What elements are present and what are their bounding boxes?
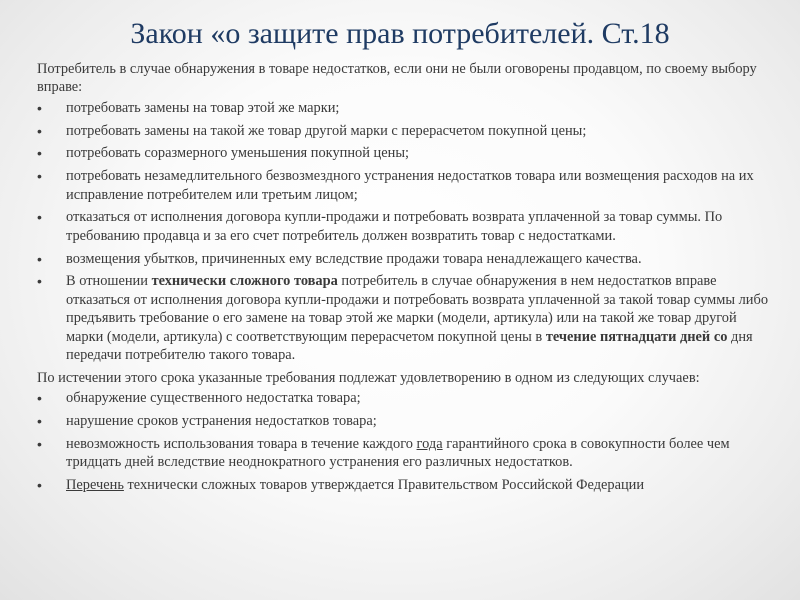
list-item: • обнаружение существенного недостатка товара; — [37, 389, 777, 407]
intro-paragraph: Потребитель в случае обнаружения в товаре недостатков, если они не были оговорены продавцом, по своему выбору вправе: — [37, 61, 757, 96]
slide-title: Закон «о защите прав потребителей. Ст.18 — [130, 17, 670, 50]
list-item: • потребовать замены на такой же товар другой марки с перерасчетом покупной цены; — [37, 122, 777, 140]
fifteen-days-term: течение пятнадцати дней со — [545, 328, 728, 345]
consumer-rights-list — [37, 99, 777, 365]
technical-suffix: дня передачи потребителю такого товара. — [66, 328, 753, 364]
list-item: • потребовать соразмерного уменьшения покупной цены; — [37, 144, 777, 162]
technical-middle: потребитель в случае обнаружения в нем недостатков вправе отказаться от исполнения договора купли-продажи и потребовать возврата уплаченной за такой товар суммы либо предъявить требование о его замене на товар этой же марки (модели, артикула) или на такой же товар другой марки (модели, артикула) с соответствующим перерасчетом покупной цены в — [66, 273, 769, 345]
list-item: • потребовать незамедлительного безвозмездного устранения недостатков товара или возмещения расходов на их исправление потребителем или третьим лицом; — [37, 167, 777, 204]
list-item: • отказаться от исполнения договора купли-продажи и потребовать возврата уплаченной за товар суммы. По требованию продавца и за его счет потребитель должен возвратить товар с недостатками. — [37, 208, 777, 245]
item4-suffix: технически сложных товаров утверждается Правительством Российской Федерации — [123, 477, 645, 494]
technical-goods-term: технически сложного товара — [151, 273, 338, 290]
list-item: • возмещения убытков, причиненных ему вследствие продажи товара ненадлежащего качества. — [37, 250, 777, 268]
technical-goods-item — [37, 272, 777, 364]
list-link[interactable]: Перечень — [66, 477, 124, 494]
list-item — [37, 476, 777, 494]
list-item: • потребовать замены на товар этой же марки; — [37, 99, 777, 117]
technical-prefix: В отношении — [66, 273, 152, 290]
slide-body — [37, 60, 777, 499]
list-item: • нарушение сроков устранения недостатков товара; — [37, 412, 777, 430]
list-item — [37, 435, 777, 472]
year-link[interactable]: года — [416, 435, 443, 452]
item3-prefix: невозможность использования товара в течение каждого — [66, 435, 417, 452]
cases-list — [37, 389, 777, 494]
after-period-paragraph: По истечении этого срока указанные требования подлежат удовлетворению в одном из следующих случаев: — [37, 369, 700, 386]
item3-suffix: гарантийного срока в совокупности более чем тридцать дней вследствие неоднократного устранения его различных недостатков. — [66, 435, 730, 471]
